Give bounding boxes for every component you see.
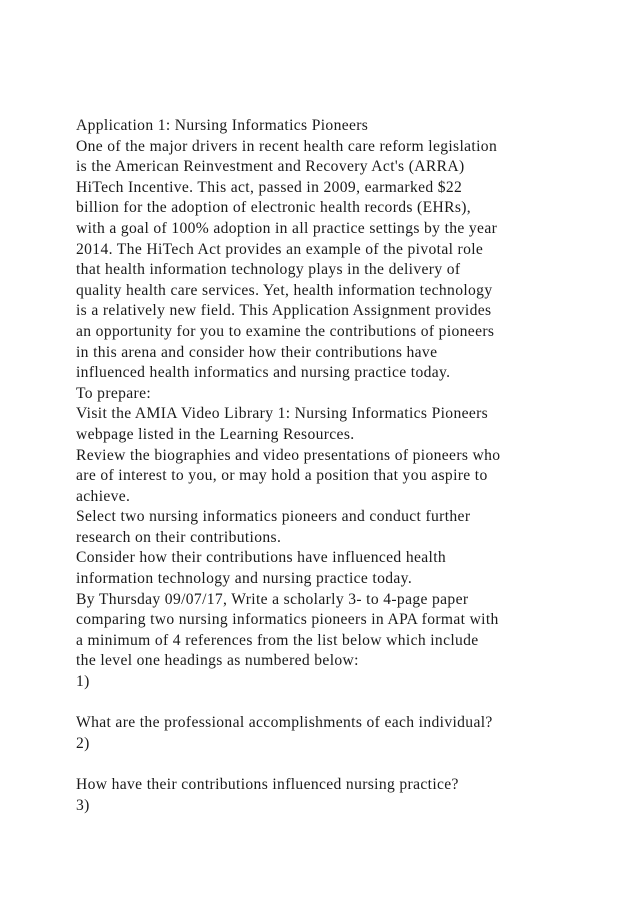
text-line: quality health care services. Yet, health information technology (76, 281, 493, 299)
text-line: research on their contributions. (76, 528, 282, 546)
text-line: with a goal of 100% adoption in all practice settings by the year (76, 219, 498, 237)
title-line: Application 1: Nursing Informatics Pioneers (76, 117, 369, 134)
document-body (76, 116, 616, 816)
text-line: information technology and nursing practice today. (76, 570, 413, 588)
text-line: achieve. (76, 487, 131, 505)
text-line: Review the biographies and video presentations of pioneers who (76, 446, 501, 464)
text-line: comparing two nursing informatics pioneers in APA format with (76, 611, 499, 629)
text-line: that health information technology plays in the delivery of (76, 261, 461, 279)
heading-number: 3) (76, 796, 90, 814)
text-line: influenced health informatics and nursing practice today. (76, 364, 451, 382)
text-line: 2014. The HiTech Act provides an example of the pivotal role (76, 240, 484, 258)
heading-number: 1) (76, 673, 90, 691)
text-line: By Thursday 09/07/17, Write a scholarly 3- to 4-page paper (76, 590, 469, 608)
text-line: Visit the AMIA Video Library 1: Nursing Informatics Pioneers (76, 405, 489, 423)
blank-line (76, 754, 616, 775)
heading-question: How have their contributions influenced nursing practice? (76, 776, 459, 793)
text-line: webpage listed in the Learning Resources. (76, 425, 355, 443)
text-line: are of interest to you, or may hold a position that you aspire to (76, 467, 488, 485)
text-line: billion for the adoption of electronic health records (EHRs), (76, 199, 472, 217)
text-line: Select two nursing informatics pioneers and conduct further (76, 508, 471, 526)
text-line: One of the major drivers in recent health care reform legislation (76, 137, 498, 155)
blank-line (76, 693, 616, 714)
text-line: is the American Reinvestment and Recovery Act's (ARRA) (76, 158, 465, 176)
heading-number: 2) (76, 734, 90, 752)
text-line: HiTech Incentive. This act, passed in 2009, earmarked $22 (76, 178, 463, 196)
text-line: an opportunity for you to examine the contributions of pioneers (76, 322, 495, 340)
text-line: in this arena and consider how their contributions have (76, 343, 438, 361)
text-line: Consider how their contributions have influenced health (76, 549, 447, 567)
heading-question: What are the professional accomplishments of each individual? (76, 714, 493, 732)
section-label: To prepare: (76, 384, 152, 402)
text-line: a minimum of 4 references from the list below which include (76, 631, 479, 649)
text-line: the level one headings as numbered below: (76, 652, 359, 670)
text-line: is a relatively new field. This Application Assignment provides (76, 302, 492, 320)
